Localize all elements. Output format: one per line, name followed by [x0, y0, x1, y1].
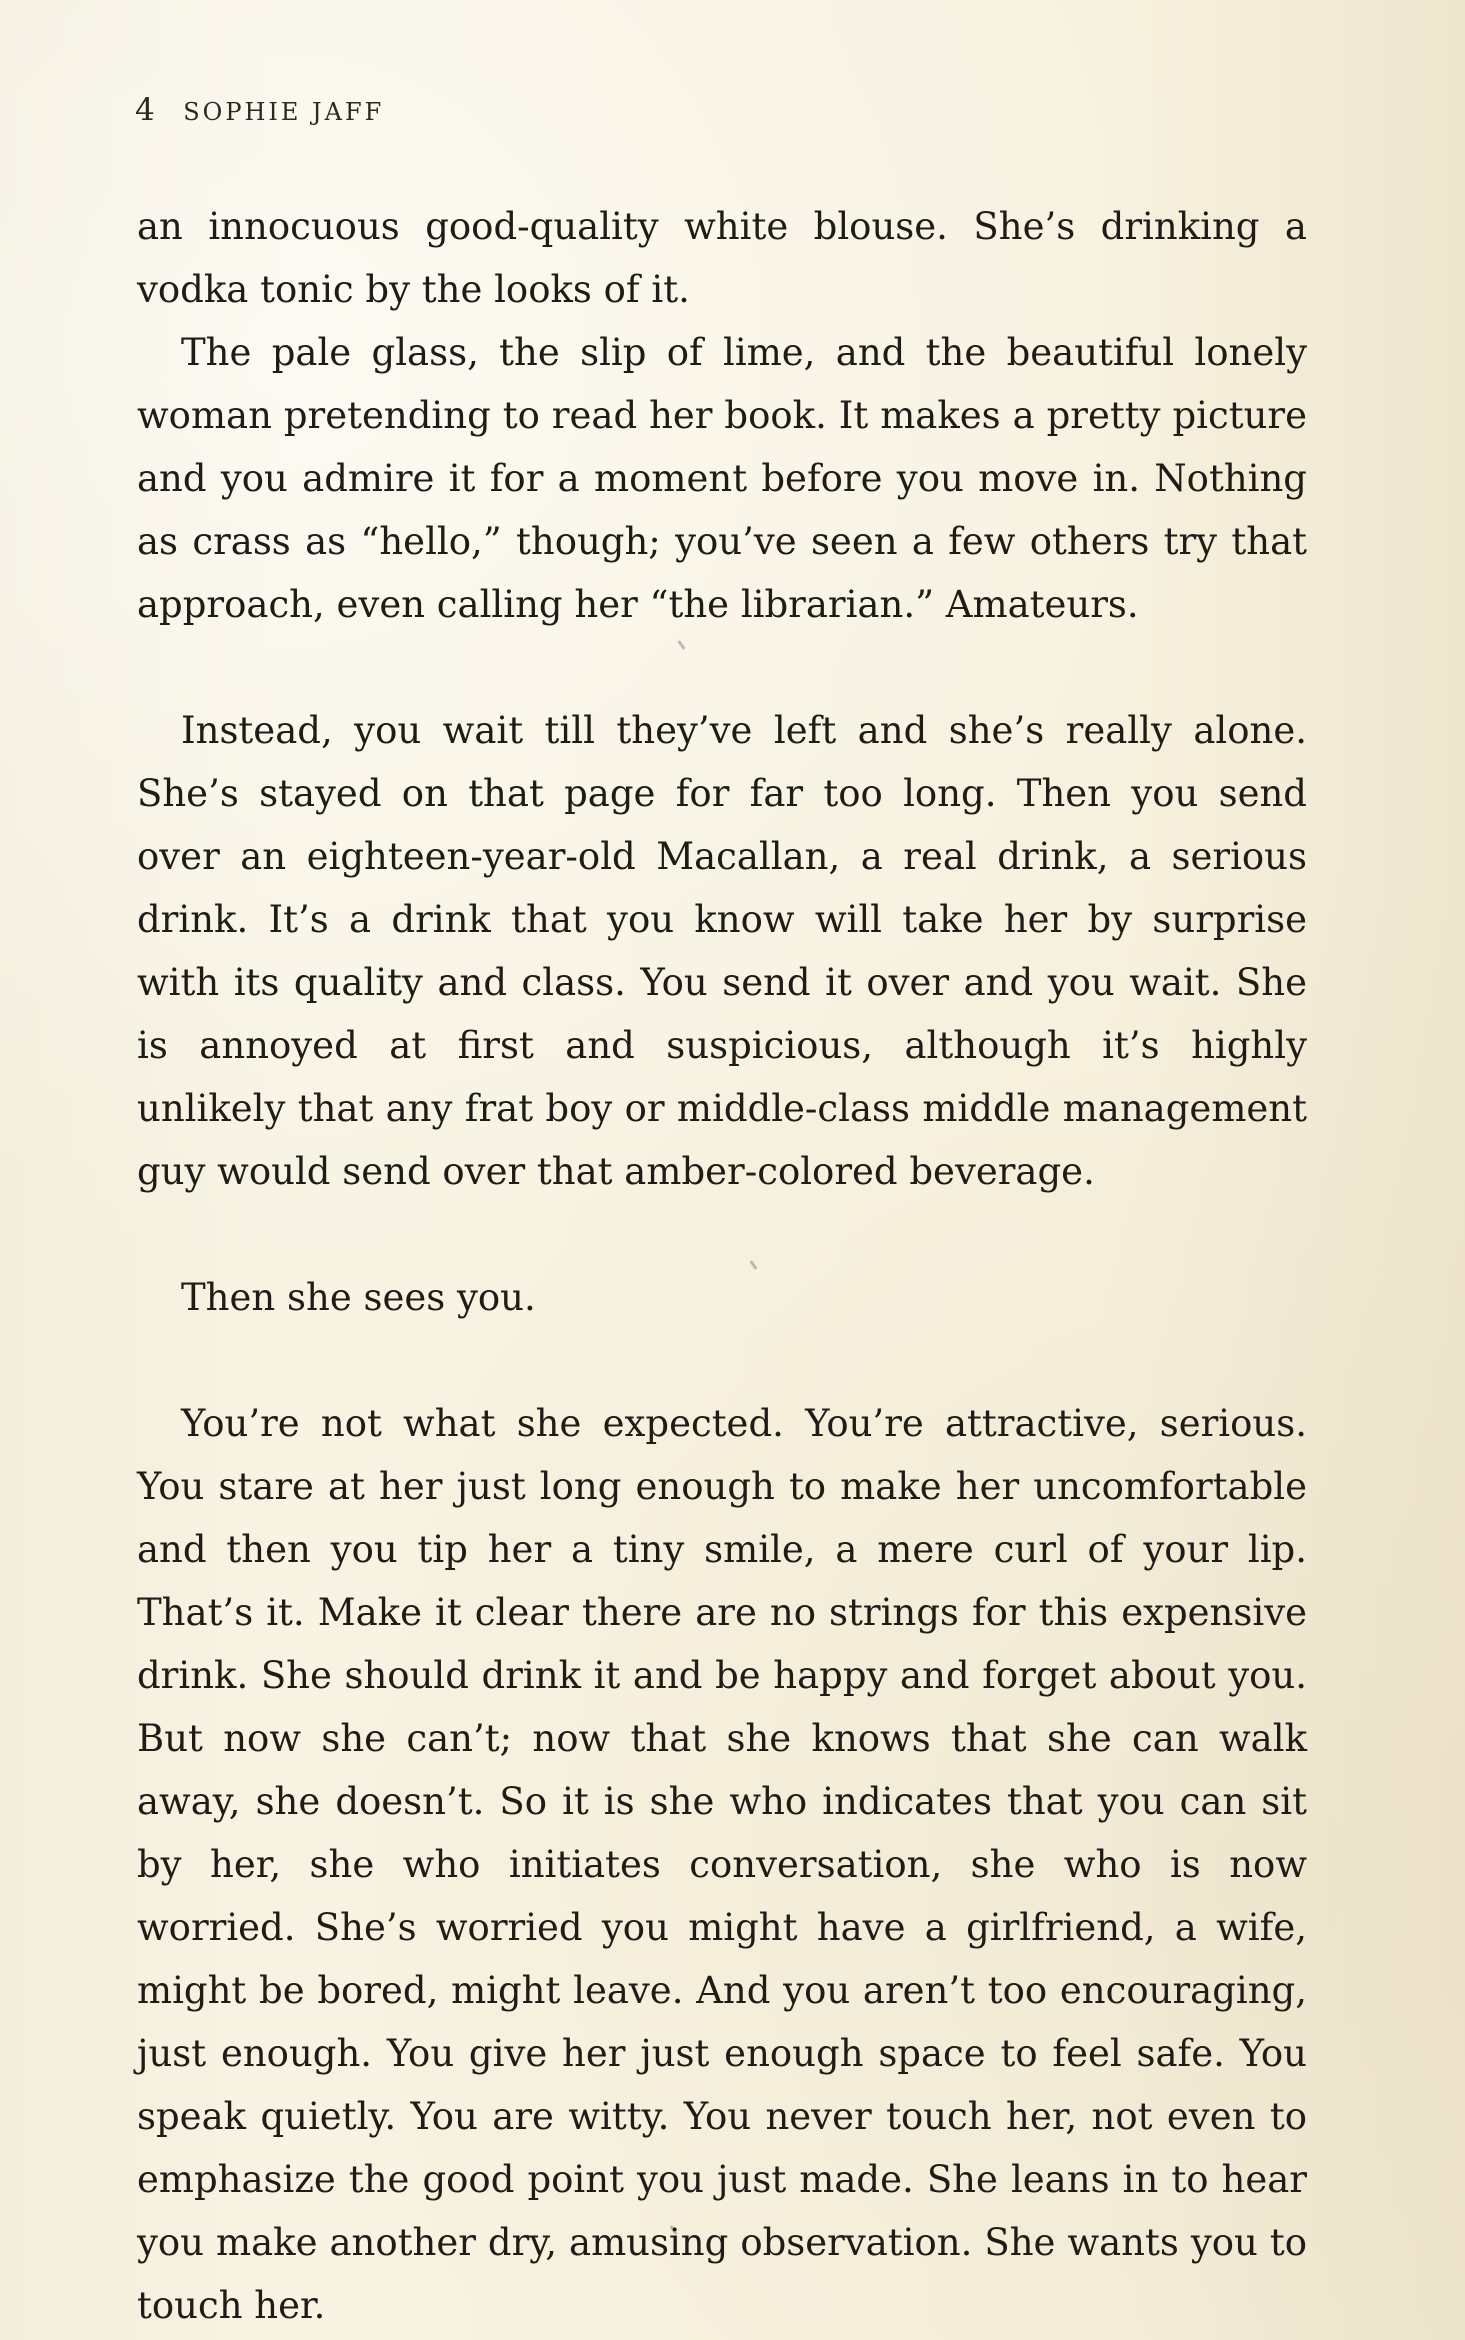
page-header	[135, 92, 384, 128]
running-head: SOPHIE JAFF	[183, 98, 385, 126]
body-text	[137, 195, 1307, 2337]
paragraph-5: You’re not what she expected. You’re attractive, serious. You stare at her just long enough to make her uncomfortable and then you tip her a tiny smile, a mere curl of your lip. That’s it. Make it clear there are no strings for this expensive drink. She should drink it and be happy and forget about you. But now she can’t; now that she knows that she can walk away, she doesn’t. So it is she who indicates that you can sit by her, she who initiates conversation, she who is now worried. She’s worried you might have a girlfriend, a wife, might be bored, might leave. And you aren’t too encouraging, just enough. You give her just enough space to feel safe. You speak quietly. You are witty. You never touch her, not even to emphasize the good point you just made. She leans in to hear you make another dry, amusing observation. She wants you to touch her.	[137, 1402, 1307, 2327]
paragraph-3: Instead, you wait till they’ve left and she’s really alone. She’s stayed on that page for far too long. Then you send over an eighteen-year-old Macallan, a real drink, a serious drink. It’s a drink that you know will take her by surprise with its quality and class. You send it over and you wait. She is annoyed at first and suspicious, although it’s highly unlikely that any frat boy or middle-class middle management guy would send over that amber-colored beverage.	[137, 709, 1307, 1193]
paragraph-2: The pale glass, the slip of lime, and the beautiful lonely woman pretending to read her book. It makes a pretty picture and you admire it for a moment before you move in. Nothing as crass as “hello,” though; you’ve seen a few others try that approach, even calling her “the librarian.” Amateurs.	[137, 331, 1307, 626]
paragraph-1: an innocuous good-quality white blouse. She’s drinking a vodka tonic by the looks of it.	[137, 205, 1307, 311]
paragraph-4: Then she sees you.	[181, 1276, 536, 1319]
page-number: 4	[135, 92, 156, 128]
